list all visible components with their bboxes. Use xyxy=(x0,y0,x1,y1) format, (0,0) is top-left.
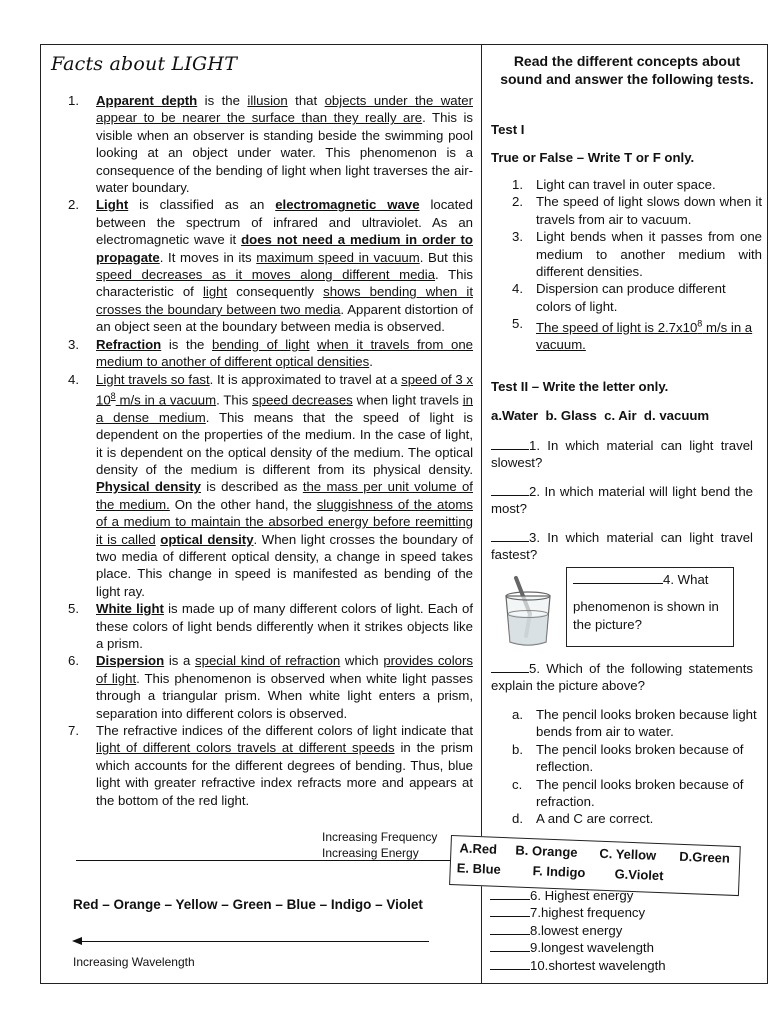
page-title: Facts about LIGHT xyxy=(51,53,238,75)
increasing-energy-label: Increasing Energy xyxy=(322,846,419,860)
fact-item: 7. The refractive indices of the different colors of light indicate that light of different colors travels at different speeds in the prism which accounts for the different degrees of bending. Thus, blue light with greater refractive index refracts more and appears at the bottom of the red light. xyxy=(68,723,474,808)
choice-indigo: F. Indigo xyxy=(532,863,586,881)
fact-item: 5. White light is made up of many different colors of light. Each of these colors of light bends differently when it strikes objects like a prism. xyxy=(68,601,473,651)
list-item: d. A and C are correct. xyxy=(512,811,654,827)
left-arrow-icon xyxy=(81,941,429,942)
increasing-labels xyxy=(322,829,437,861)
answer-blank[interactable] xyxy=(490,922,530,935)
question-5: 5. Which of the following statements explain the picture above? xyxy=(491,661,753,694)
answer-blank[interactable] xyxy=(490,957,530,970)
answer-blank[interactable] xyxy=(491,529,529,542)
choice-blue: E. Blue xyxy=(456,860,502,877)
list-item: 3. Light bends when it passes from one medium to another medium with different densities. xyxy=(512,229,762,280)
question-5-options xyxy=(512,706,764,828)
test1-instruction: True or False – Write T or F only. xyxy=(491,150,695,165)
list-item: 2. The speed of light slows down when it travels from air to vacuum. xyxy=(512,194,762,227)
list-item: 4. Dispersion can produce different colors of light. xyxy=(512,281,726,314)
answer-blank[interactable] xyxy=(490,887,530,900)
facts-column xyxy=(41,45,481,983)
increasing-wavelength-label: Increasing Wavelength xyxy=(73,955,195,969)
fact-item: 3. Refraction is the bending of light when it travels from one medium to another of different optical densities. xyxy=(68,336,474,370)
answer-blank[interactable] xyxy=(491,483,529,496)
answer-blank[interactable] xyxy=(491,437,529,450)
choice-violet: G.Violet xyxy=(614,866,664,884)
fact-item: 4. Light travels so fast. It is approximated to travel at a speed of 3 x $10^8$ m/s in a vacuum. This speed decreases when light travels in a dense medium. This means that the speed of light is dependent on the properties of the medium. In the case of light, it is dependent on the optical density of the medium. The optical density of the medium is different from its physical density. Physical density is described as the mass per unit volume of the medium. On the other hand, the sluggishness of the atoms of a medium to maintain the absorbed energy before reemitting it is called optical density. When light crosses the boundary of two media of different optical density, a change in speed takes place. This change in speed is manifested as bending of the light ray. xyxy=(68,371,474,599)
glass-with-pencil-icon xyxy=(496,572,556,648)
fact-item: 1. Apparent depth is the illusion that objects under the water appear to be nearer the surface than they really are. This is visible when an observer is standing beside the swimming pool looking at an object under water. This phenomenon is a consequence of the bending of light when light traverses the air-water boundary. xyxy=(68,93,473,196)
test2-choices: a.Water b. Glass c. Air d. vacuum xyxy=(491,408,710,423)
fact-item: 2. Light is classified as an electromagnetic wave located between the spectrum of infrared and ultraviolet. As an electromagnetic wave it does not need a medium in order to propagate. It moves in its maximum speed in vacuum. But this speed decreases as it moves along different media. This characteristic of light consequently shows bending when it crosses the boundary between two media. Apparent distortion of an object seen at the boundary between media is observed. xyxy=(68,197,474,335)
test2-title: Test II – Write the letter only. xyxy=(491,379,669,394)
fact-item: 6. Dispersion is a special kind of refraction which provides colors of light. This phenomenon is observed when white light passes through a triangular prism. When white light enters a prism, separation into different colors is observed. xyxy=(68,653,474,721)
test1-title: Test I xyxy=(491,122,525,137)
list-item: b. The pencil looks broken because of reflection. xyxy=(512,741,744,775)
question-3: 3. In which material can light travel fastest? xyxy=(491,530,753,563)
list-item: c. The pencil looks broken because of refraction. xyxy=(512,776,744,810)
test1-list xyxy=(512,176,762,353)
choice-red: A.Red xyxy=(459,840,498,857)
list-item: 5. The speed of light is $2.7x10^8$ m/s in a vacuum. xyxy=(512,316,753,353)
question-2: 2. In which material will light bend the most? xyxy=(491,484,753,517)
answer-blank[interactable] xyxy=(491,660,529,673)
choice-orange: B. Orange xyxy=(515,842,578,860)
list-item: 1. Light can travel in outer space. xyxy=(512,177,716,192)
increasing-frequency-label: Increasing Frequency xyxy=(322,830,438,844)
color-spectrum-line: Red – Orange – Yellow – Green – Blue – Indigo – Violet xyxy=(73,897,423,912)
question-4-box: 4. What phenomenon is shown in the picture? xyxy=(566,567,734,647)
worksheet xyxy=(40,44,768,984)
choice-green: D.Green xyxy=(679,848,731,866)
facts-list xyxy=(68,92,473,809)
choice-yellow: C. Yellow xyxy=(599,845,657,863)
questions-6-10: 6. Highest energy 7.highest frequency 8.lowest energy 9.longest wavelength 10.shortest wavelength xyxy=(490,887,760,974)
list-item: a. The pencil looks broken because light bends from air to water. xyxy=(512,707,757,740)
tests-heading: Read the different concepts about sound and answer the following tests. xyxy=(500,53,754,87)
question-1: 1. In which material can light travel slowest? xyxy=(491,438,753,471)
answer-blank[interactable] xyxy=(573,571,663,584)
answer-blank[interactable] xyxy=(490,904,530,917)
answer-blank[interactable] xyxy=(490,939,530,952)
right-arrow-icon xyxy=(76,860,452,861)
